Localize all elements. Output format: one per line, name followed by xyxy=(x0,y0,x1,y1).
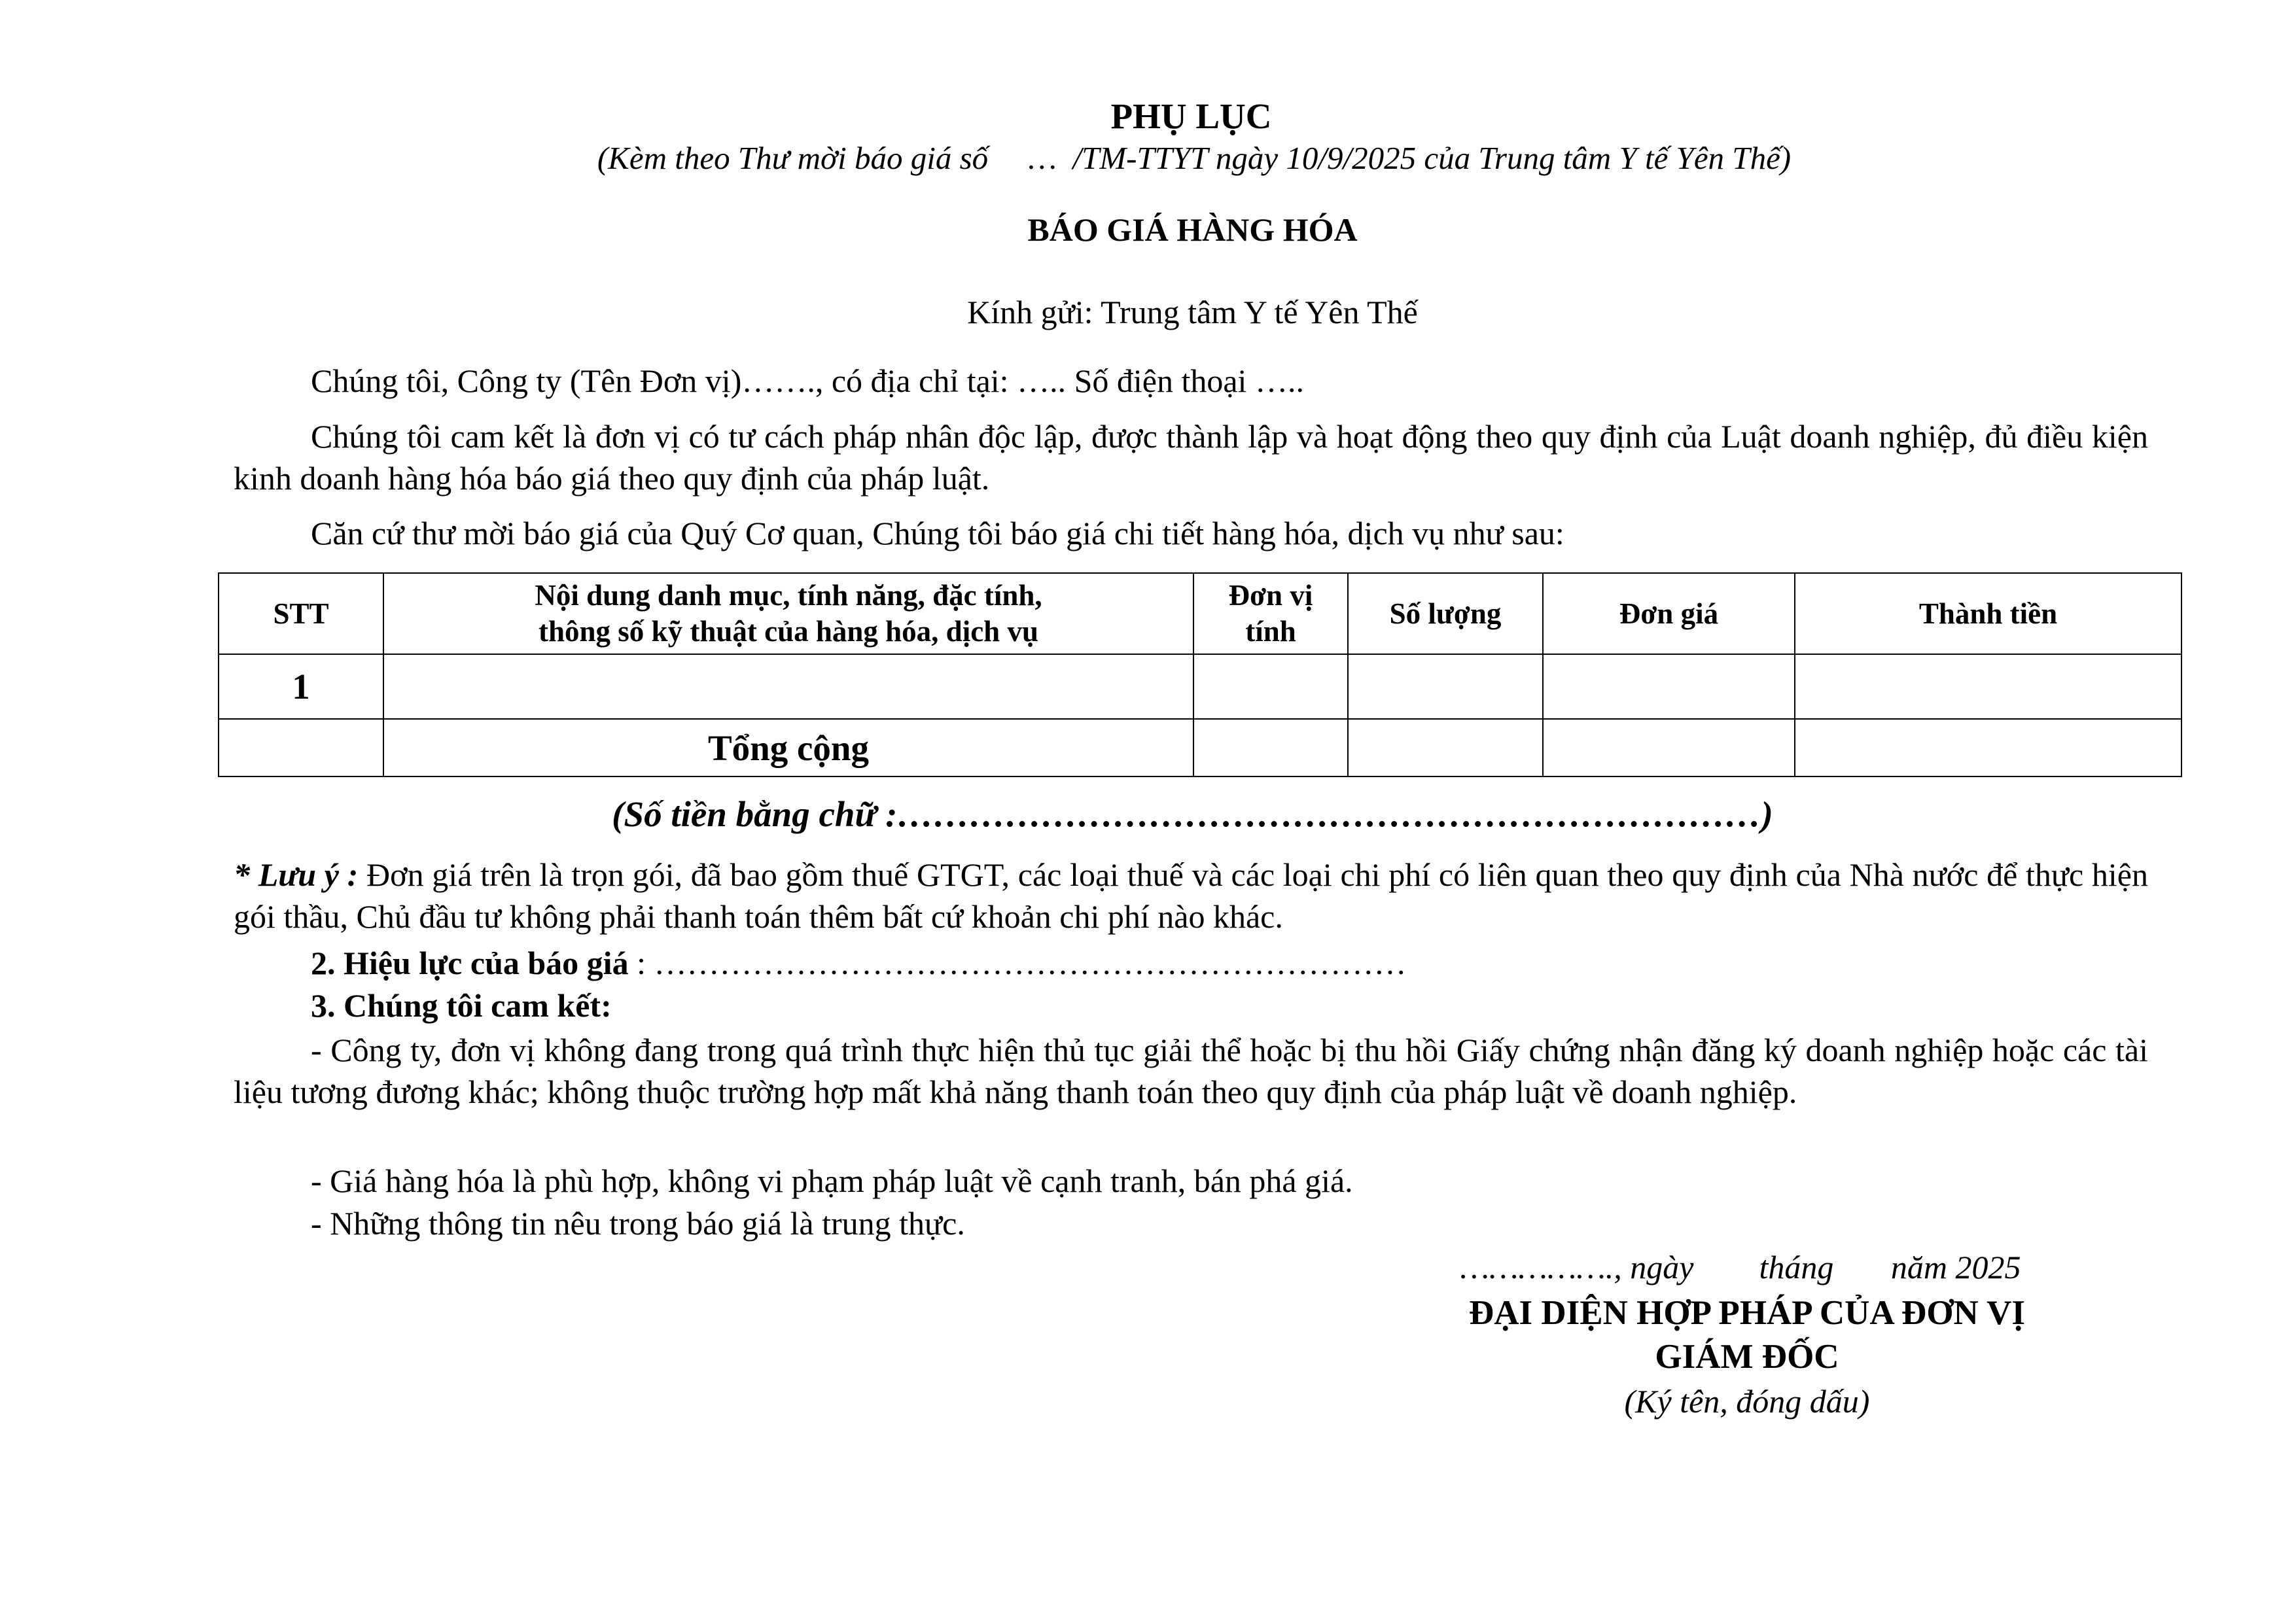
director-title: GIÁM ĐỐC xyxy=(1655,1338,1839,1376)
table-row xyxy=(219,654,2181,719)
row-content xyxy=(383,654,1193,719)
signature-date: ……………., ngày tháng năm 2025 xyxy=(1460,1249,2021,1285)
quotation-intro-line: Căn cứ thư mời báo giá của Quý Cơ quan, Chúng tôi báo giá chi tiết hàng hóa, dịch vụ như sau: xyxy=(311,515,1564,551)
row-stt: 1 xyxy=(219,654,383,719)
appendix-subtitle: (Kèm theo Thư mời báo giá số … /TM-TTYT ngày 10/9/2025 của Trung tâm Y tế Yên Thế) xyxy=(597,140,1792,176)
amount-in-words: (Số tiền bằng chữ :………………………………………………………………) xyxy=(612,794,1773,834)
total-empty-quantity xyxy=(1348,719,1543,777)
header-content xyxy=(383,573,1193,654)
document-heading: BÁO GIÁ HÀNG HÓA xyxy=(1027,211,1358,248)
table-header-row xyxy=(219,573,2181,654)
total-empty-unit xyxy=(1193,719,1348,777)
company-info-line: Chúng tôi, Công ty (Tên Đơn vị)……., có địa chỉ tại: ….. Số điện thoại ….. xyxy=(311,362,1304,399)
appendix-title: PHỤ LỤC xyxy=(1110,96,1272,136)
header-unit-line2: tính xyxy=(1245,615,1296,648)
quotation-table xyxy=(218,572,2182,777)
header-unit-line1: Đơn vị xyxy=(1228,579,1313,612)
header-quantity: Số lượng xyxy=(1348,573,1543,654)
row-total xyxy=(1795,654,2181,719)
commitment-heading: 3. Chúng tôi cam kết: xyxy=(311,987,612,1024)
validity-label: 2. Hiệu lực của báo giá xyxy=(311,945,629,981)
row-unit xyxy=(1193,654,1348,719)
legal-status-paragraph: Chúng tôi cam kết là đơn vị có tư cách pháp nhân độc lập, được thành lập và hoạt động theo quy định của Luật doanh nghiệp, đủ điều kiện kinh doanh hàng hóa báo giá theo quy định của pháp luật. xyxy=(234,418,2148,497)
header-unit xyxy=(1193,573,1348,654)
note-label: * Lưu ý : xyxy=(234,856,359,893)
validity-value: : …………………………………………………………… xyxy=(628,945,1407,981)
validity-line xyxy=(311,942,1406,984)
commitment-item-1: - Công ty, đơn vị không đang trong quá trình thực hiện thủ tục giải thể hoặc bị thu hồi Giấy chứng nhận đăng ký doanh nghiệp hoặc các tài liệu tương đương khác; không thuộc trường hợp mất khả năng thanh toán theo quy định của pháp luật về doanh nghiệp. xyxy=(234,1032,2148,1110)
table-total-row xyxy=(219,719,2181,777)
commitment-item-2: - Giá hàng hóa là phù hợp, không vi phạm pháp luật về cạnh tranh, bán phá giá. xyxy=(311,1162,1353,1199)
header-price: Đơn giá xyxy=(1543,573,1795,654)
header-content-line2: thông số kỹ thuật của hàng hóa, dịch vụ xyxy=(539,615,1038,648)
total-label: Tổng cộng xyxy=(383,719,1193,777)
note-text: Đơn giá trên là trọn gói, đã bao gồm thuế GTGT, các loại thuế và các loại chi phí có liên quan theo quy định của Nhà nước để thực hiện gói thầu, Chủ đầu tư không phải thanh toán thêm bất cứ khoản chi phí nào khác. xyxy=(234,856,2148,935)
header-stt: STT xyxy=(219,573,383,654)
header-total: Thành tiền xyxy=(1795,573,2181,654)
total-empty-amount xyxy=(1795,719,2181,777)
signature-note: (Ký tên, đóng dấu) xyxy=(1624,1383,1870,1420)
row-price xyxy=(1543,654,1795,719)
commitment-item-3: - Những thông tin nêu trong báo giá là trung thực. xyxy=(311,1205,965,1242)
legal-representative-title: ĐẠI DIỆN HỢP PHÁP CỦA ĐƠN VỊ xyxy=(1468,1294,2026,1332)
total-empty-price xyxy=(1543,719,1795,777)
note-paragraph xyxy=(234,854,2148,937)
header-content-line1: Nội dung danh mục, tính năng, đặc tính, xyxy=(535,579,1042,612)
recipient-line: Kính gửi: Trung tâm Y tế Yên Thế xyxy=(967,294,1418,330)
row-quantity xyxy=(1348,654,1543,719)
total-empty-stt xyxy=(219,719,383,777)
